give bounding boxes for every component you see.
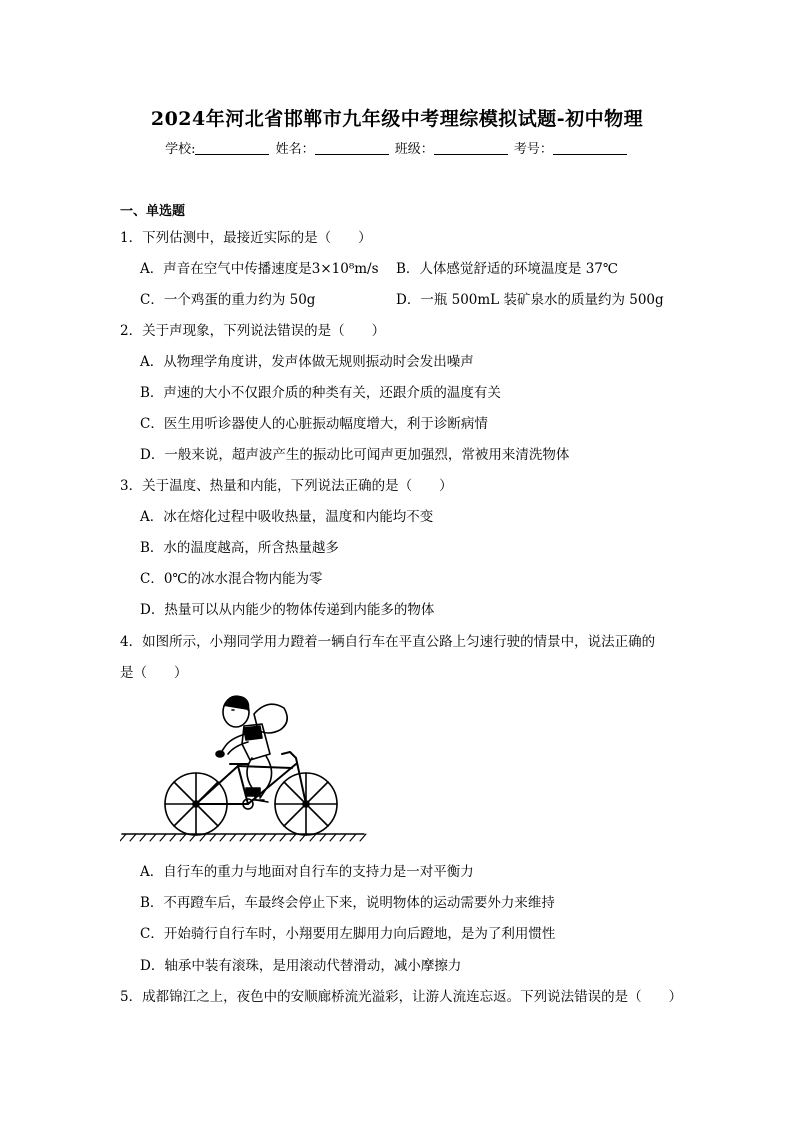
- number-blank[interactable]: [553, 142, 627, 155]
- question-1-option-a: A．声音在空气中传播速度是3×10⁸m/s: [140, 261, 379, 277]
- question-4-option-a: A．自行车的重力与地面对自行车的支持力是一对平衡力: [140, 864, 474, 880]
- section-title: 一、单选题: [120, 204, 186, 219]
- school-label: 学校:: [165, 142, 196, 157]
- question-4-option-b: B．不再蹬车后，车最终会停止下来，说明物体的运动需要外力来维持: [140, 895, 555, 911]
- question-3-option-a: A．冰在熔化过程中吸收热量，温度和内能均不变: [140, 509, 434, 525]
- number-label: 考号：: [513, 142, 553, 157]
- school-blank[interactable]: [195, 142, 269, 155]
- question-1-option-c: C．一个鸡蛋的重力约为 50g: [140, 292, 316, 308]
- question-2-option-d: D．一般来说，超声波产生的振动比可闻声更加强烈，常被用来清洗物体: [140, 447, 570, 463]
- question-4-option-c: C．开始骑行自行车时，小翔要用左脚用力向后蹬地，是为了利用惯性: [140, 926, 556, 942]
- exam-title: 2024年河北省邯郸市九年级中考理综模拟试题-初中物理: [150, 108, 644, 130]
- question-4-option-d: D．轴承中装有滚珠，是用滚动代替滑动，减小摩擦力: [140, 958, 462, 974]
- question-1-option-d: D．一瓶 500mL 装矿泉水的质量约为 500g: [396, 292, 664, 308]
- class-label: 班级：: [394, 142, 434, 157]
- question-1-stem: 1．下列估测中，最接近实际的是（ ）: [120, 230, 372, 246]
- question-3-option-d: D．热量可以从内能少的物体传递到内能多的物体: [140, 602, 435, 618]
- question-3-option-b: B．水的温度越高，所含热量越多: [140, 540, 339, 556]
- name-label: 姓名：: [275, 142, 315, 157]
- question-2-stem: 2．关于声现象，下列说法错误的是（ ）: [120, 323, 386, 339]
- question-3-stem: 3．关于温度、热量和内能，下列说法正确的是（ ）: [120, 478, 453, 494]
- question-1-option-b: B．人体感觉舒适的环境温度是 37℃: [396, 261, 618, 277]
- name-blank[interactable]: [315, 142, 389, 155]
- ground-hatching: [120, 834, 366, 841]
- question-3-option-c: C．0℃的冰水混合物内能为零: [140, 571, 323, 587]
- class-blank[interactable]: [434, 142, 508, 155]
- rider: [216, 696, 287, 802]
- cyclist-figure: [120, 688, 370, 848]
- student-info-line: [0, 138, 794, 157]
- question-2-option-c: C．医生用听诊器使人的心脏振动幅度增大，利于诊断病情: [140, 416, 488, 432]
- question-4-stem: 4．如图所示，小翔同学用力蹬着一辆自行车在平直公路上匀速行驶的情景中，说法正确的: [120, 634, 656, 650]
- question-4-stem-continued: 是（ ）: [120, 665, 188, 681]
- question-2-option-b: B．声速的大小不仅跟介质的种类有关，还跟介质的温度有关: [140, 385, 501, 401]
- question-5-stem: 5．成都锦江之上，夜色中的安顺廊桥流光溢彩，让游人流连忘返。下列说法错误的是（ ）: [120, 989, 683, 1005]
- question-2-option-a: A．从物理学角度讲，发声体做无规则振动时会发出噪声: [140, 354, 474, 370]
